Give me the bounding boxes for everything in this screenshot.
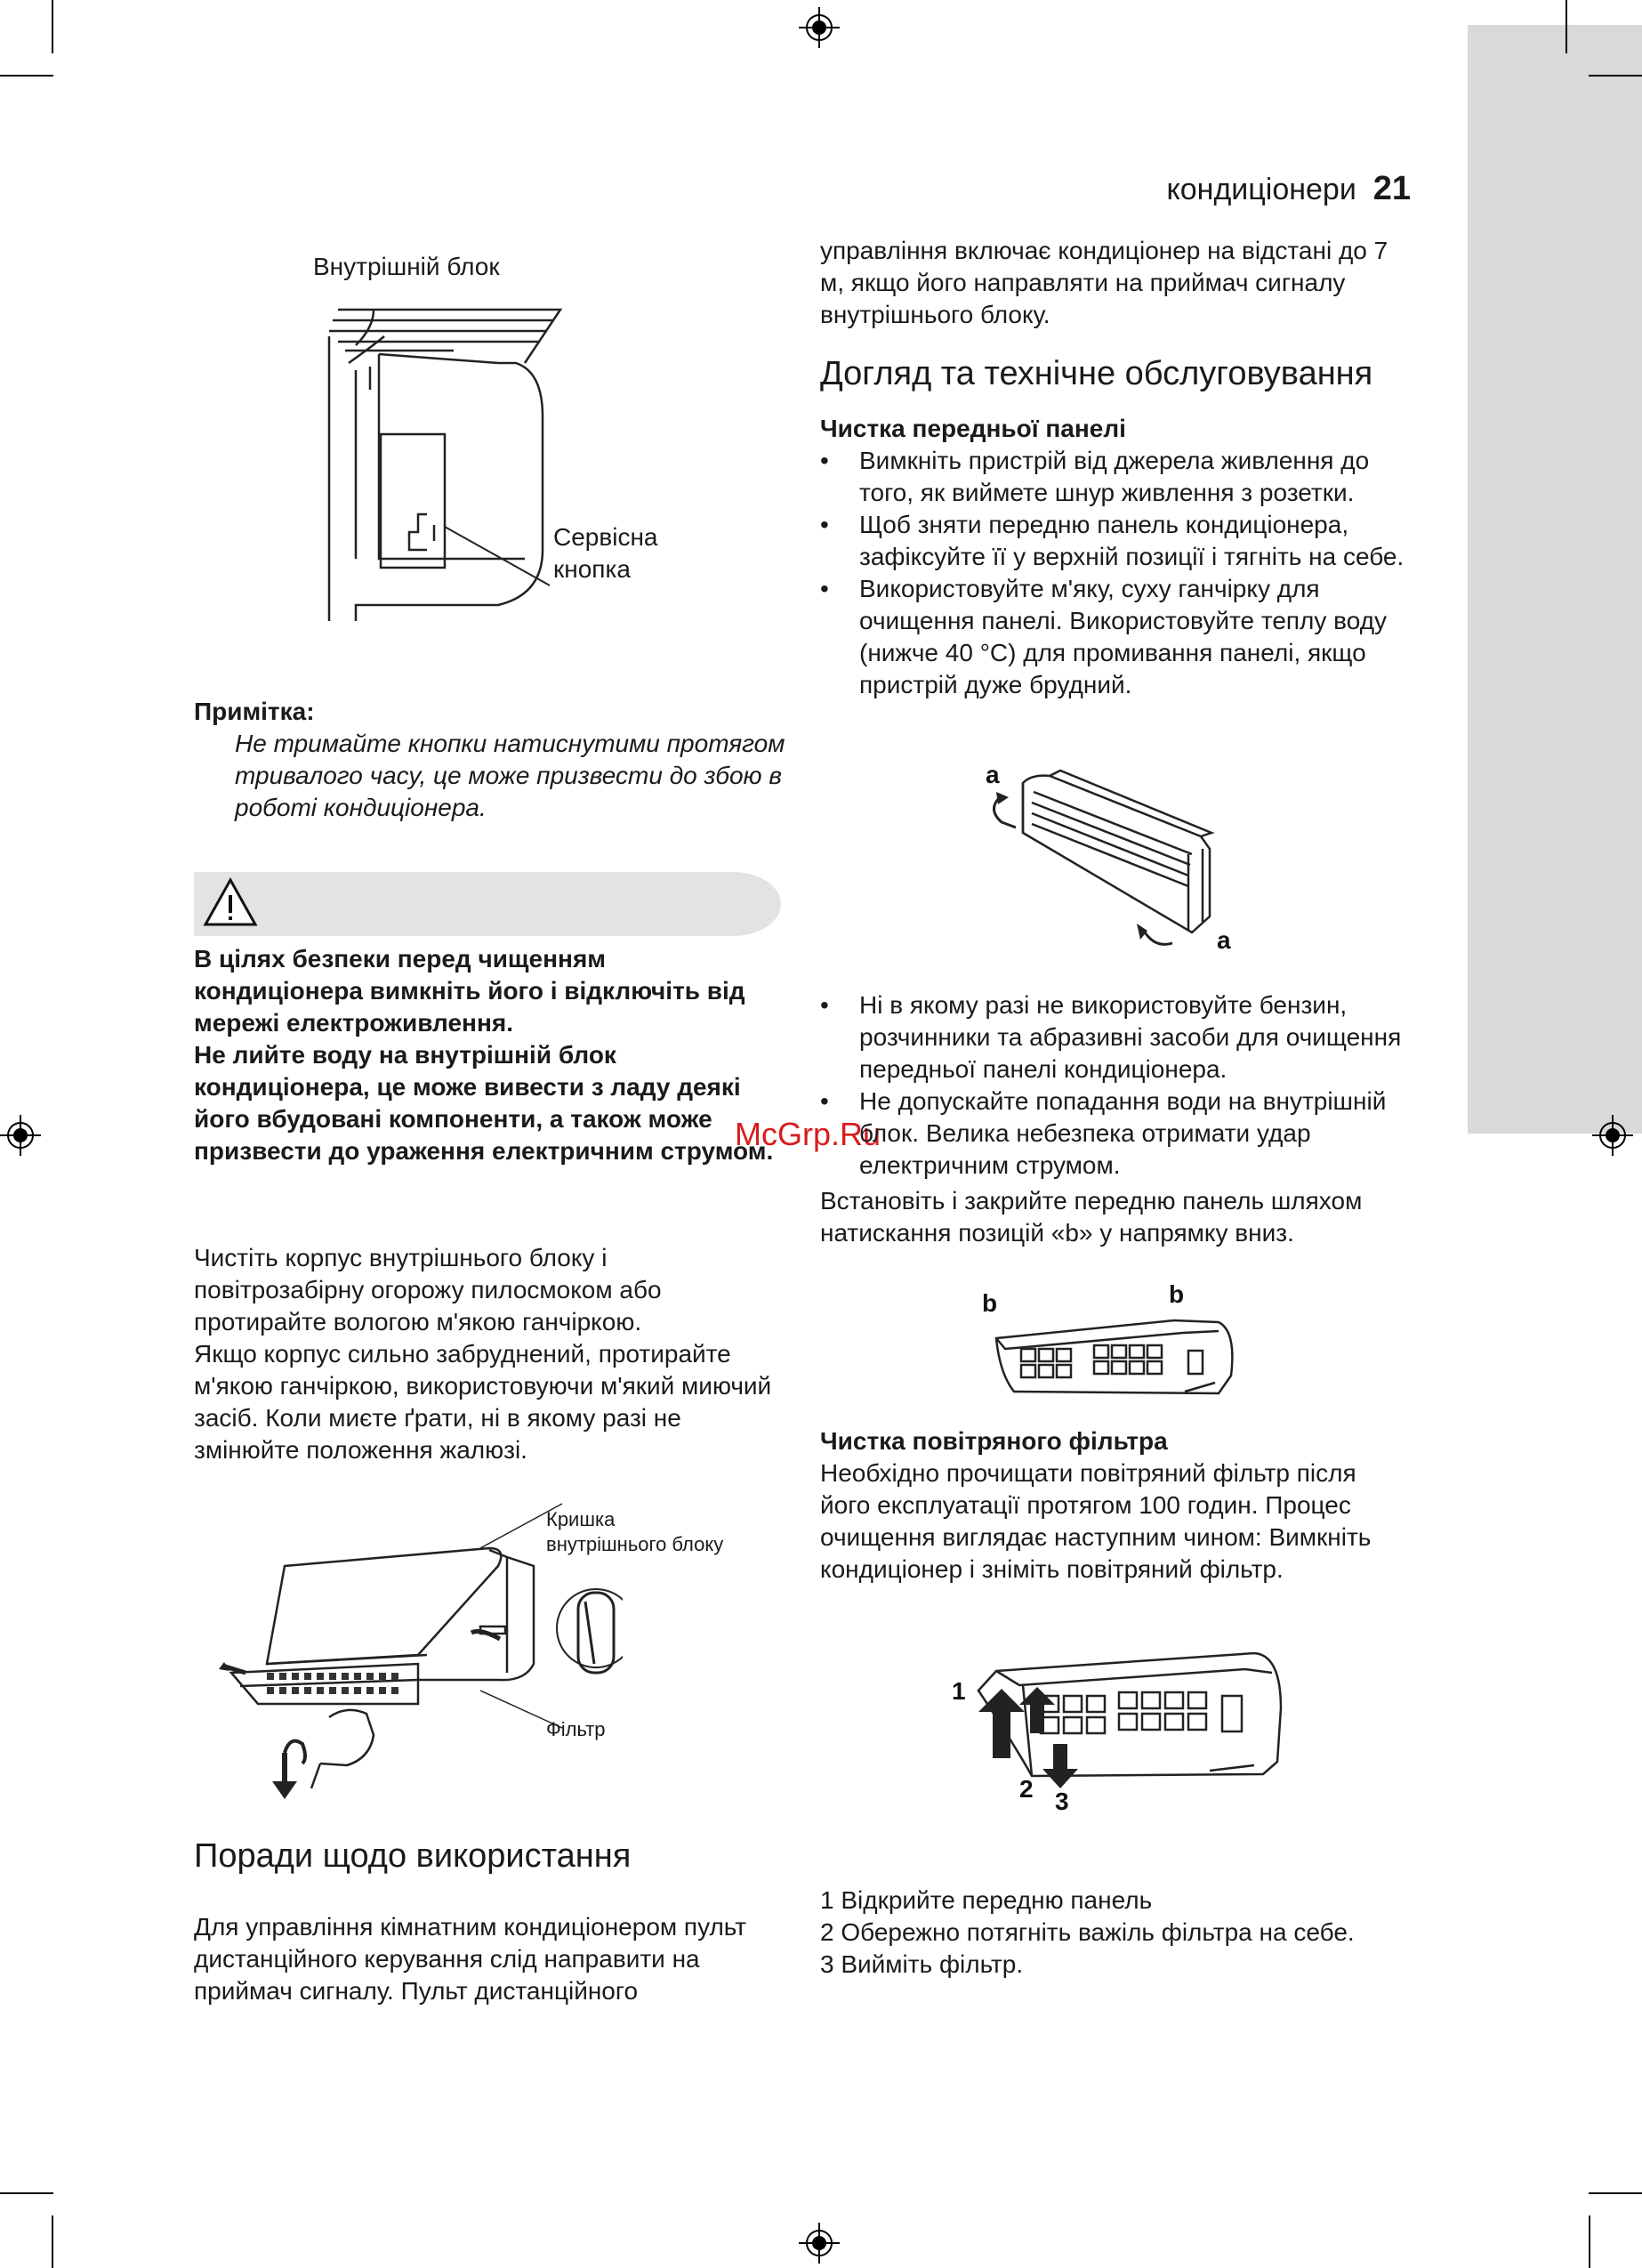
warning-triangle-icon xyxy=(201,876,260,929)
note-title: Примітка: xyxy=(194,698,315,725)
section-name: кондиціонери xyxy=(1166,173,1356,206)
crop-mark xyxy=(1566,0,1567,53)
panel-close-illustration xyxy=(978,1278,1245,1411)
list-item: 1 Відкрийте передню панель xyxy=(820,1886,1153,1914)
crop-mark xyxy=(1589,75,1642,77)
crop-mark xyxy=(1589,2192,1642,2194)
registration-mark-icon xyxy=(1592,1115,1633,1156)
fig-a-label-bottom: a xyxy=(1217,926,1231,954)
usage-text: Для управління кімнатним кондиціонером пульт дистанційного керування слід направити на приймач сигналу. Пульт дистанційного xyxy=(194,1913,747,2005)
indoor-unit-illustration xyxy=(320,292,729,648)
fig-b-label-left: b xyxy=(982,1289,998,1317)
watermark: McGrp.Ru xyxy=(735,1116,881,1152)
front-panel-bullets xyxy=(820,445,1413,701)
cleaning-warning-bullets xyxy=(820,989,1413,1182)
front-panel-subheading: Чистка передньої панелі xyxy=(820,415,1126,442)
filter-label: Фільтр xyxy=(546,1718,606,1740)
cover-label: Кришка внутрішнього блоку xyxy=(546,1508,724,1555)
body-left-text: Чистіть корпус внутрішнього блоку і повітрозабірну огорожу пилосмоком або протирайте вологою м'якою ганчіркою. Якщо корпус сильно забруднений, протирайте м'якою ганчіркою, використовуючи м'який миючий засіб. Коли миєте ґрати, ні в якому разі не змінюйте положення жалюзі. xyxy=(194,1244,772,1464)
crop-mark xyxy=(0,75,53,77)
list-item: • Не допускайте попадання води на внутрішній блок. Велика небезпека отримати удар електричним струмом. xyxy=(820,1086,1413,1182)
running-header xyxy=(1167,171,1411,207)
filter-steps-illustration xyxy=(943,1637,1299,1824)
warning-text: В цілях безпеки перед чищенням кондиціонера вимкніть його і відключіть від мережі електроживлення. Не лийте воду на внутрішній блок кондиціонера, це може вивести з ладу деякі його вбудовані компоненти, а також може призвести до ураження електричним струмом. xyxy=(194,945,774,1165)
list-item: 3 Вийміть фільтр. xyxy=(820,1950,1024,1978)
step-3-label: 3 xyxy=(1055,1788,1069,1815)
fig-b-label-right: b xyxy=(1169,1280,1185,1308)
crop-mark xyxy=(52,2216,53,2268)
list-item: • Вимкніть пристрій від джерела живлення до того, як виймете шнур живлення з розетки. xyxy=(820,445,1413,509)
front-panel-open-illustration xyxy=(970,756,1254,970)
service-button-leader-line xyxy=(445,525,551,587)
registration-mark-icon xyxy=(799,7,840,48)
filter-text: Необхідно прочищати повітряний фільтр після його експлуатації протягом 100 годин. Процес очищення виглядає наступним чином: Вимкніть кондиціонер і зніміть повітряний фільтр. xyxy=(820,1459,1372,1583)
step-2-label: 2 xyxy=(1019,1775,1034,1803)
list-item: • Ні в якому разі не використовуйте бензин, розчинники та абразивні засоби для очищення передньої панелі кондиціонера. xyxy=(820,989,1413,1086)
step-1-label: 1 xyxy=(952,1677,966,1705)
side-tab xyxy=(1468,25,1642,1134)
filter-subheading: Чистка повітряного фільтра xyxy=(820,1427,1168,1455)
indoor-unit-label: Внутрішній блок xyxy=(313,253,500,280)
usage-heading: Поради щодо використання xyxy=(194,1837,632,1875)
page-number: 21 xyxy=(1372,170,1411,207)
crop-mark xyxy=(1589,2216,1590,2268)
registration-mark-icon xyxy=(0,1115,41,1156)
service-button-label: Сервісна кнопка xyxy=(553,523,658,583)
list-item: 2 Обережно потягніть важіль фільтра на себе. xyxy=(820,1918,1355,1946)
install-panel-text: Встановіть і закрийте передню панель шляхом натискання позицій «b» у напрямку вниз. xyxy=(820,1187,1363,1247)
note-text: Не тримайте кнопки натиснутими протягом тривалого часу, це може призвести до збою в роботі кондиціонера. xyxy=(235,730,785,821)
maintenance-heading: Догляд та технічне обслуговування xyxy=(820,355,1373,392)
crop-mark xyxy=(0,2192,53,2194)
list-item: • Щоб зняти передню панель кондиціонера, зафіксуйте її у верхній позиції і тягніть на себе. xyxy=(820,509,1413,573)
warning-bar xyxy=(194,872,781,936)
crop-mark xyxy=(52,0,53,53)
registration-mark-icon xyxy=(799,2223,840,2264)
list-item: • Використовуйте м'яку, суху ганчірку для очищення панелі. Використовуйте теплу воду (нижче 40 °C) для промивання панелі, якщо пристрій дуже брудний. xyxy=(820,573,1413,701)
filter-steps-list xyxy=(820,1885,1407,1981)
fig-a-label-top: a xyxy=(986,761,1000,788)
remote-continuation-text: управління включає кондиціонер на відстані до 7 м, якщо його направляти на приймач сигналу внутрішнього блоку. xyxy=(820,237,1388,328)
